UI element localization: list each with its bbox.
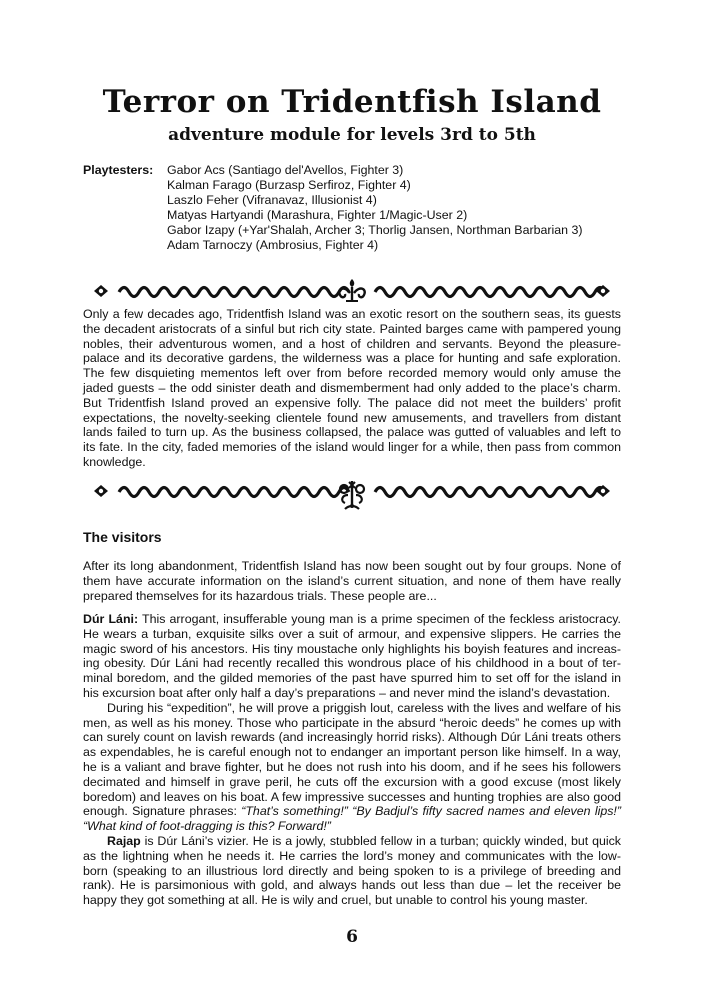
page-number: 6: [346, 927, 358, 947]
signature-phrase: “What kind of foot-dragging is this? Forward!”: [83, 819, 331, 834]
wave-border-left: [119, 488, 349, 497]
dur-lani-behaviour: During his “expedition”, he will prove a priggish lout, careless with the lives and welfare of his men, as well as his money. Those who participate in the absurd “heroic deeds” he comes up with can surely count on lavish rewards (and increasingly horrid risks). Although Dúr Láni treats others as expendables, he is careful enough not to endanger an important person like himself. In a way, he is a valiant and brave fighter, but he does not rush into his doom, and if he sees his followers decimated and himself in grave peril, he cuts off the excursion with a good excuse (most likely boredom) and leaves on his boat. A few impressive successes and hunting trophies are also good enough. Signature phrases:: [83, 700, 621, 819]
playtesters-block: [83, 163, 582, 253]
playtester-entry: Laszlo Feher (Vifranavaz, Illusionist 4): [167, 193, 377, 207]
rajap-description: is Dúr Láni’s vizier. He is a jowly, stubbled fellow in a turban; quickly winded, but quick as the lightning when he needs it. He carries the lord’s money and communicates with the low-born (speaking to an illustrious lord directly and being spoken to is a privilege of breeding and rank). He is parsimonious with gold, and always hands out less than due – let the receiver be happy they got something at all. He is wily and cruel, but unable to control his young master.: [83, 833, 621, 908]
rajap-paragraph: [83, 834, 621, 908]
playtester-entry: Gabor Izapy (+Yar'Shalah, Archer 3; Thorlig Jansen, Northman Barbarian 3): [167, 223, 583, 237]
wave-border-right: [375, 288, 605, 297]
playtester-entry: Matyas Hartyandi (Marashura, Fighter 1/Magic-User 2): [167, 208, 468, 222]
page-subtitle: adventure module for levels 3rd to 5th: [168, 125, 536, 145]
visitors-intro-text: After its long abandonment, Tridentfish Island has now been sought out by four groups. None of them have accurate information on the island’s current situation, and none of them have really prepared themselves for its hazardous trials. These people are...: [83, 559, 621, 603]
signature-phrase: “That’s something!”: [241, 804, 348, 819]
divider-graphic: [83, 476, 621, 516]
visitors-intro-paragraph: [83, 559, 621, 603]
dur-lani-name: Dúr Láni:: [83, 612, 139, 626]
playtester-entry: Adam Tarnoczy (Ambrosius, Fighter 4): [167, 238, 379, 252]
playtester-entry: Kalman Farago (Burzasp Serfiroz, Fighter 4): [167, 178, 411, 192]
diamond-ornament-icon: [94, 485, 108, 497]
diamond-ornament-icon: [94, 285, 108, 297]
signature-phrase: “By Badjul’s fifty sacred names and eleven lips!”: [352, 804, 621, 819]
intro-text: Only a few decades ago, Tridentfish Island was an exotic resort on the southern seas, its guests the decadent aristocrats of a sinful but rich city state. Painted barges came with pampered young nobles, their adventurous women, and a host of children and servants. Beyond the pleasure-palace and its decorative gardens, the wilderness was a place for hunting and safe exploration. The few disquieting mementos left over from before recorded memory would only amuse the jaded guests – the odd sinister death and dismemberment had only added to the place’s charm. But Tridentfish Island proved an expensive folly. The palace did not meet the builders’ profit expectations, the novelty-seeking clientele found new amusements, and travellers from distant lands failed to turn up. As the business collapsed, the palace was gutted of valuables and left to its fate. In the city, faded memories of the island would linger for a while, then pass from common knowledge.: [83, 307, 621, 469]
ornamental-divider: [83, 476, 621, 516]
dur-lani-section: [83, 612, 621, 908]
playtesters-list: [167, 163, 582, 253]
wave-border-left: [119, 288, 349, 297]
divider-graphic: [83, 276, 621, 306]
section-heading: The visitors: [83, 529, 162, 545]
lily-ornament-icon: [340, 481, 364, 509]
rajap-name: Rajap: [107, 833, 141, 848]
playtesters-label: Playtesters:: [83, 163, 154, 177]
page-title: Terror on Tridentfish Island: [102, 84, 602, 120]
dur-lani-description: This arrogant, insufferable young man is a prime specimen of the feckless aristocracy. He wears a turban, exquisite silks over a suit of armour, and expensive slippers. He carries the magic sword of his ancestors. His tiny moustache only highlights his boyish features and increasing obesity. Dúr Láni had recently recalled this wondrous place of his childhood in a bout of terminal boredom, and the gilded memories of the past have spurred him to set off for the island in his excursion boat after only half a day’s preparations – and never mind the island’s devastation.: [83, 612, 621, 700]
ornamental-divider: [83, 276, 621, 306]
playtester-entry: Gabor Acs (Santiago del'Avellos, Fighter 3): [167, 163, 404, 177]
dur-lani-paragraph-1: [83, 612, 621, 701]
dur-lani-paragraph-2: [83, 701, 621, 834]
wave-border-right: [375, 488, 605, 497]
fleur-ornament-icon: [339, 279, 364, 301]
intro-paragraph: [83, 307, 621, 470]
